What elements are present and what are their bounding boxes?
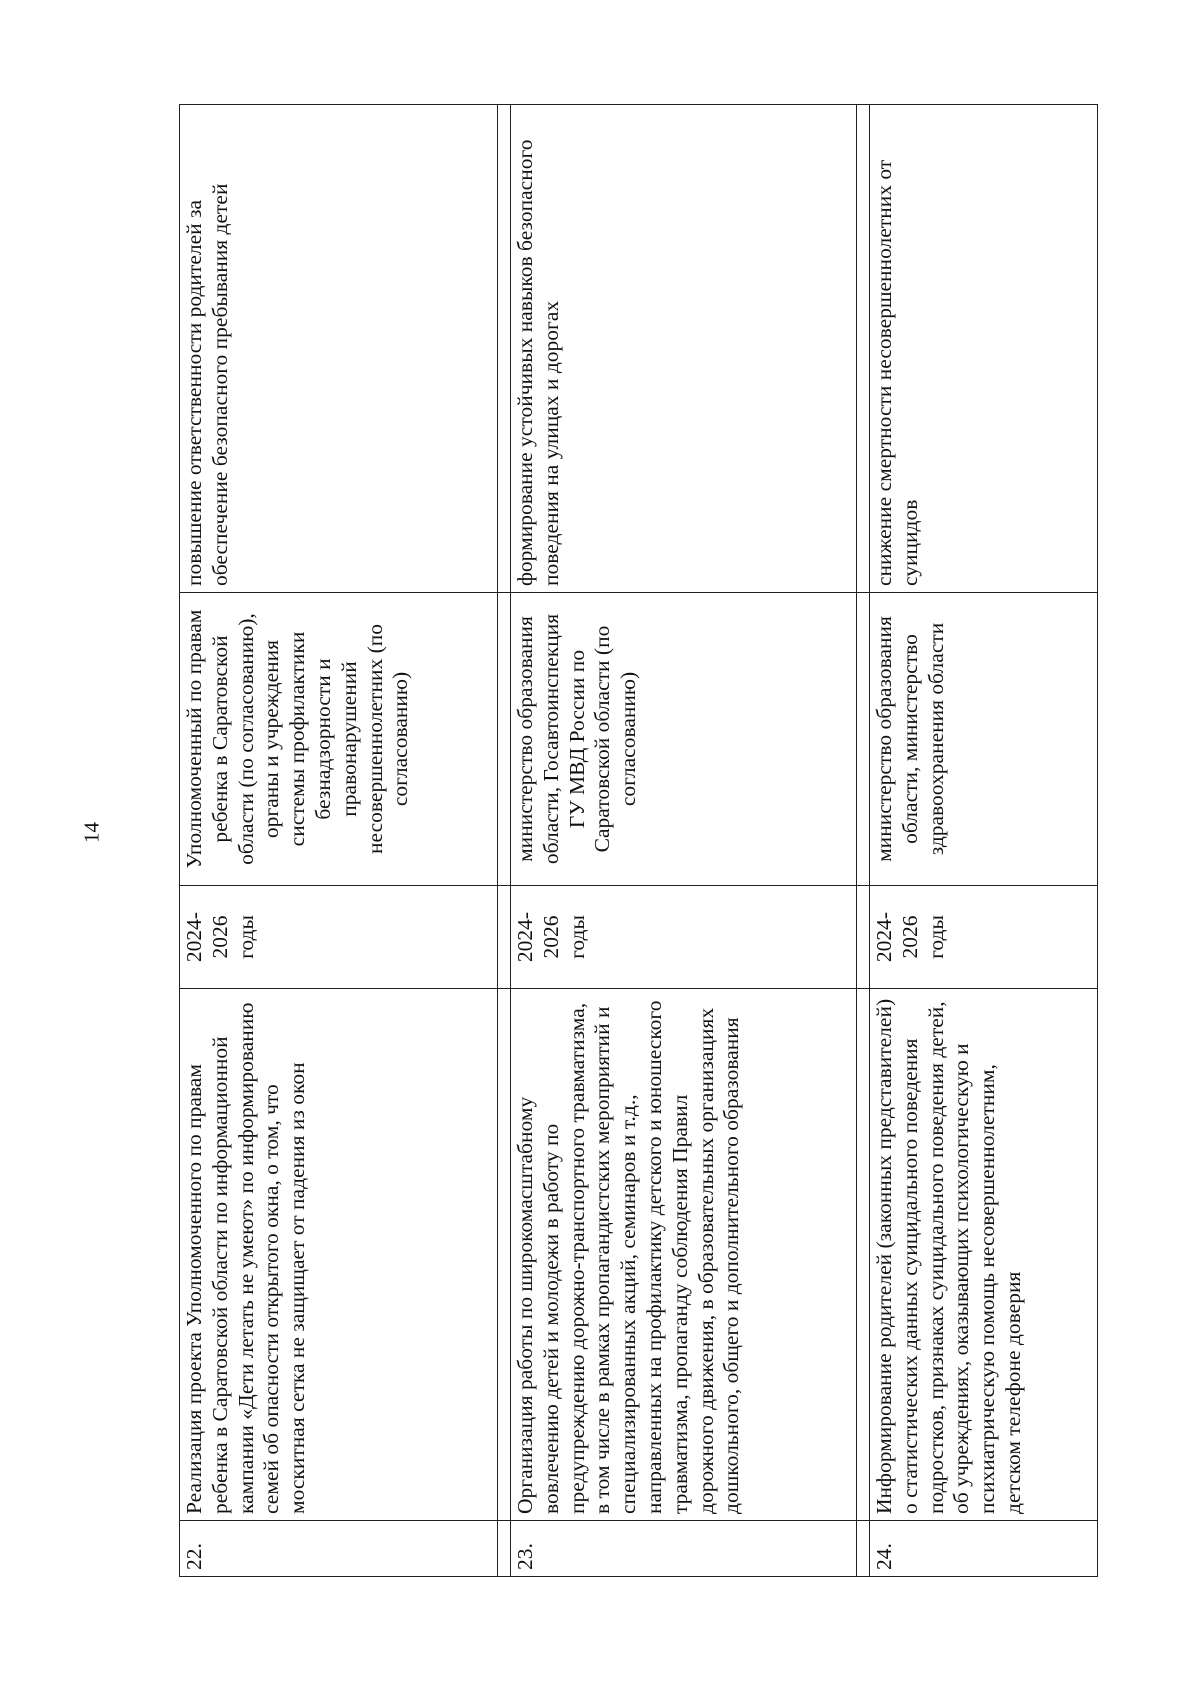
measure-result-text: снижение смертности несовершеннолетних от суицидов <box>872 159 922 586</box>
measure-result <box>180 105 498 593</box>
measure-responsible <box>511 593 857 886</box>
table-row <box>180 105 498 1577</box>
row-gap <box>498 105 511 1577</box>
measure-description <box>180 989 498 1521</box>
measure-term <box>870 886 1098 989</box>
row-gap <box>857 105 870 1577</box>
measure-description-text: Организация работы по широкомасштабному вовлечению детей и молодежи в работу по предупреждению дорожно-транспортного травматизма, в том числе в рамках пропагандистских мероприятий и специализированных акций, семинаров и т.д., направленных на профилактику детского и юношеского травматизма, пропаганду соблюдения Правил дорожного движения, в образовательных организациях дошкольного, общего и дополнительного образования <box>513 1000 744 1514</box>
row-number: 22. <box>180 1521 498 1577</box>
measure-result <box>870 105 1098 593</box>
measure-description-text: Реализация проекта Уполномоченного по правам ребенка в Саратовской области по информационной кампании «Дети летать не умеют» по информированию семей об опасности открытого окна, о том, что москитная сетка не защищает от падения из окон <box>182 1002 310 1514</box>
measure-result-text: формирование устойчивых навыков безопасного поведения на улицах и дорогах <box>513 139 563 586</box>
measure-responsible-text: Уполномоченный по правам ребенка в Саратовской области (по согласованию), органы и учреждения системы профилактики безнадзорности и правонарушений несовершеннолетних (по согласованию) <box>182 609 413 869</box>
row-number: 24. <box>870 1521 1098 1577</box>
measure-description <box>870 989 1098 1521</box>
measure-responsible <box>870 593 1098 886</box>
table-row <box>870 105 1098 1577</box>
measure-responsible-text: министерство образования области, министерство здравоохранения области <box>872 616 948 862</box>
measure-responsible <box>180 593 498 886</box>
measure-term-text: 2024-2026 годы <box>182 911 258 963</box>
measure-responsible-text: министерство образования области, Госавтоинспекция ГУ МВД России по Саратовской области (по согласованию) <box>513 613 641 865</box>
measure-term-text: 2024-2026 годы <box>872 911 948 963</box>
table-row <box>511 105 857 1577</box>
measure-result-text: повышение ответственности родителей за обеспечение безопасного пребывания детей <box>182 183 232 586</box>
measure-result <box>511 105 857 593</box>
measures-table <box>179 104 1098 1577</box>
rotated-table-container <box>179 105 1087 1577</box>
measure-term <box>511 886 857 989</box>
measure-term <box>180 886 498 989</box>
measure-term-text: 2024-2026 годы <box>513 911 589 963</box>
measure-description-text: Информирование родителей (законных представителей) о статистических данных суицидального поведения подростков, признаках суицидального поведения детей, об учреждениях, оказывающих психологическую и психиатрическую помощь несовершеннолетним, детском телефоне доверия <box>872 998 1025 1514</box>
row-number: 23. <box>511 1521 857 1577</box>
measure-description <box>511 989 857 1521</box>
page-number: 14 <box>79 822 104 843</box>
